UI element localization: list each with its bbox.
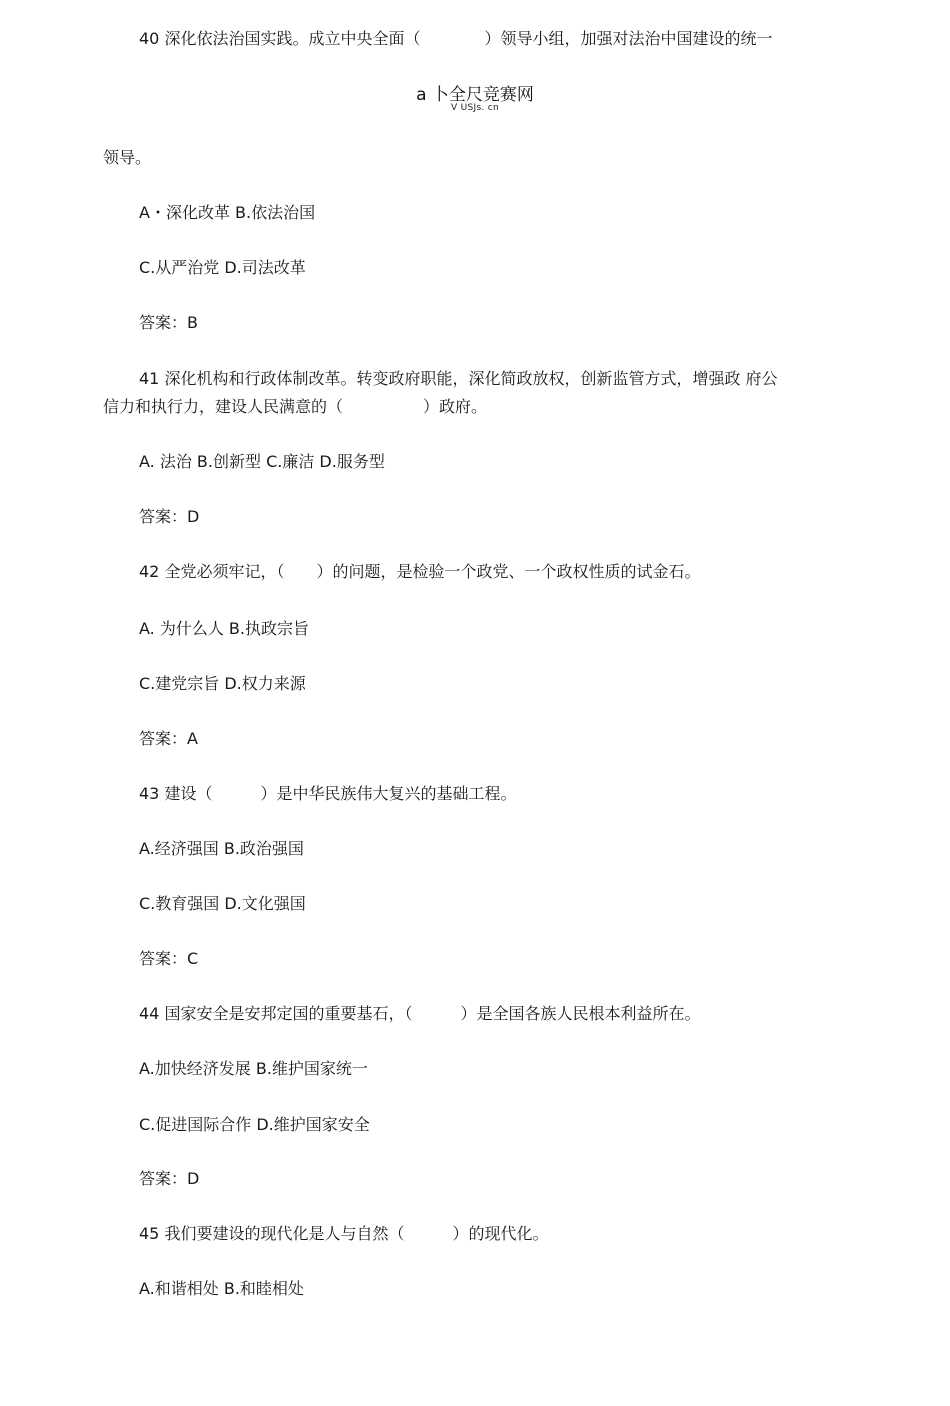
question-41-options: A. 法治 B.创新型 C.廉洁 D.服务型 [139,452,385,471]
question-43-options-row-1: A.经济强国 B.政治强国 [139,839,304,858]
question-45-options-row-1: A.和谐相处 B.和睦相处 [139,1279,304,1298]
question-40-text-line-1: 40 深化依法治国实践。成立中央全面（ ）领导小组，加强对法治中国建设的统一 [139,29,773,48]
question-42-options-row-2: C.建党宗旨 D.权力来源 [139,674,306,693]
question-44-answer: 答案：D [139,1169,200,1188]
question-44-text: 44 国家安全是安邦定国的重要基石，（ ）是全国各族人民根本利益所在。 [139,1004,701,1023]
question-43-options-row-2: C.教育强国 D.文化强国 [139,894,306,913]
question-42-answer: 答案：A [139,729,198,748]
question-40-options-row-1: A・深化改革 B.依法治国 [139,203,316,222]
question-42-text: 42 全党必须牢记，（ ）的问题，是检验一个政党、一个政权性质的试金石。 [139,562,701,581]
question-40-answer: 答案：B [139,313,198,332]
question-41-answer: 答案：D [139,507,200,526]
question-41-text-line-2: 信力和执行力，建设人民满意的（ ）政府。 [103,397,488,416]
watermark-logo-title: a 卜全尺竞赛网 [416,85,534,105]
question-40-options-row-2: C.从严治党 D.司法改革 [139,258,306,277]
question-40-text-line-2: 领导。 [103,148,152,167]
question-42-options-row-1: A. 为什么人 B.执政宗旨 [139,619,309,638]
question-41-text-line-1: 41 深化机构和行政体制改革。转变政府职能，深化简政放权，创新监管方式，增强政 府公 [139,369,778,388]
question-43-text: 43 建设（ ）是中华民族伟大复兴的基础工程。 [139,784,517,803]
watermark-logo-subtitle: V USJs. cn [450,103,500,113]
question-44-options-row-1: A.加快经济发展 B.维护国家统一 [139,1059,368,1078]
question-44-options-row-2: C.促进国际合作 D.维护国家安全 [139,1115,370,1134]
question-45-text: 45 我们要建设的现代化是人与自然（ ）的现代化。 [139,1224,549,1243]
question-43-answer: 答案：C [139,949,199,968]
